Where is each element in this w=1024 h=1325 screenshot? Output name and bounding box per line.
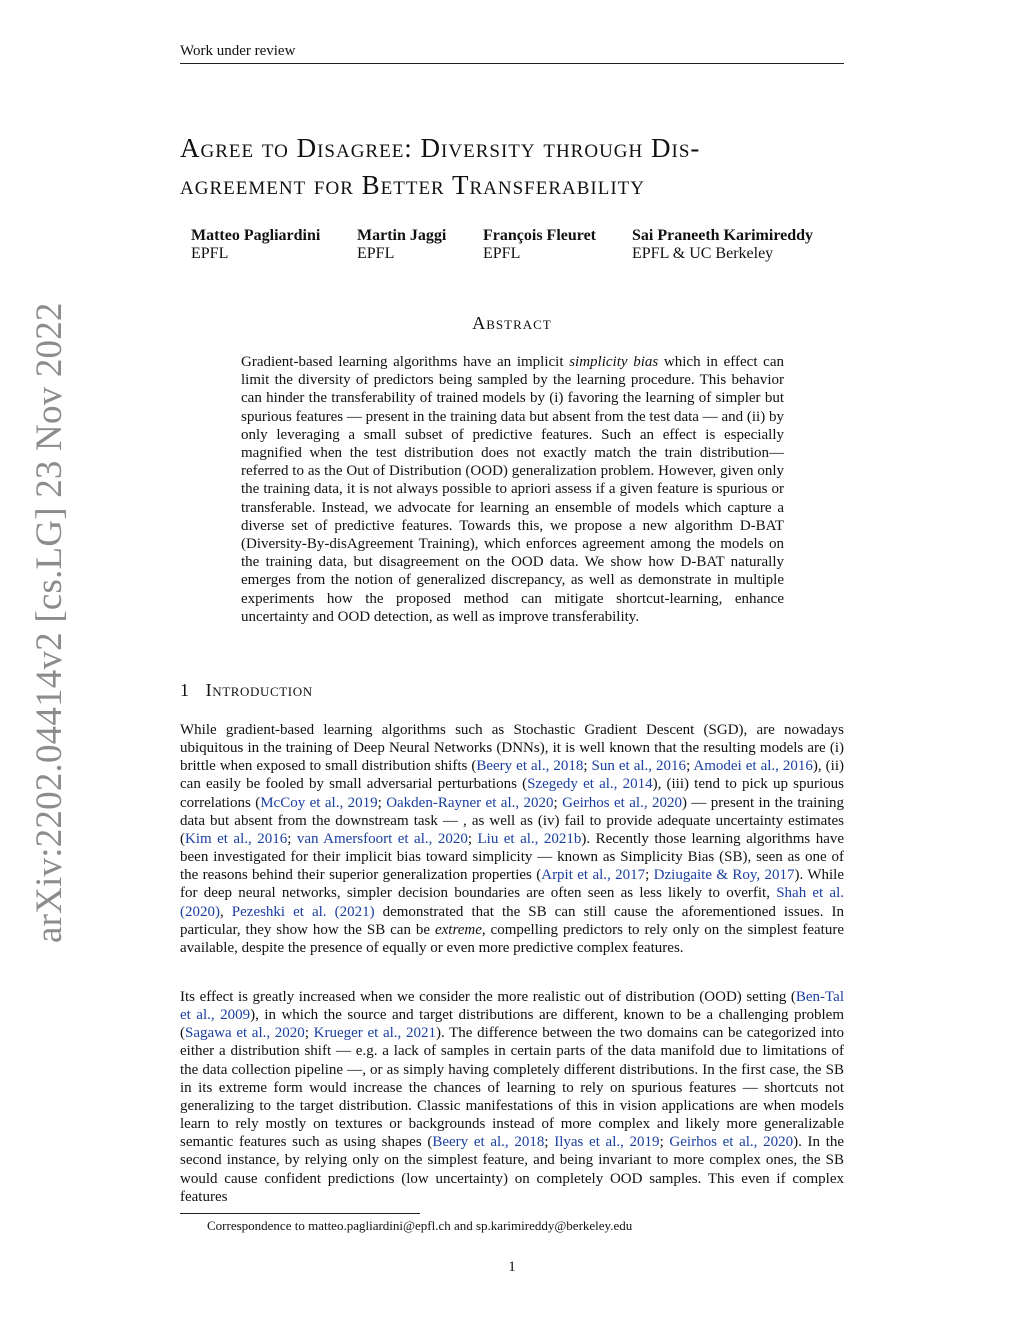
citation-link[interactable]: Arpit et al., 2017 (541, 867, 646, 884)
arxiv-stamp: arXiv:2202.04414v2 [cs.LG] 23 Nov 2022 (29, 302, 70, 943)
citation-link[interactable]: Amodei et al., 2016 (693, 758, 813, 775)
citation-link[interactable]: Sagawa et al., 2020 (185, 1025, 305, 1042)
footnote: Correspondence to matteo.pagliardini@epfl.ch and sp.karimireddy@berkeley.edu (207, 1218, 633, 1233)
citation-link[interactable]: Beery et al., 2018 (432, 1134, 545, 1151)
citation-link[interactable]: McCoy et al., 2019 (260, 794, 378, 811)
citation-link[interactable]: Geirhos et al., 2020 (669, 1134, 794, 1151)
citation-link[interactable]: Dziugaite & Roy, 2017 (653, 867, 795, 884)
page-number: 1 (508, 1259, 516, 1275)
citation-link[interactable]: Ilyas et al., 2019 (554, 1134, 660, 1151)
running-header: Work under review (180, 43, 844, 64)
citation-link[interactable]: Oakden-Rayner et al., 2020 (386, 794, 554, 811)
author-4 (632, 227, 813, 263)
citation-link[interactable]: Szegedy et al., 2014 (527, 776, 653, 793)
author-block (0, 227, 1024, 267)
author-3 (483, 227, 596, 263)
paper-title (180, 130, 860, 204)
title-line-1: Agree to Disagree: Diversity through Dis- (180, 133, 701, 163)
author-name: Sai Praneeth Karimireddy (632, 227, 814, 244)
abstract-emphasis: simplicity bias (569, 354, 659, 370)
author-name: Matteo Pagliardini (191, 227, 321, 244)
author-1 (191, 227, 320, 263)
author-name: François Fleuret (483, 227, 597, 244)
author-affiliation: EPFL & UC Berkeley (632, 245, 774, 262)
citation-link[interactable]: Sun et al., 2016 (591, 758, 687, 775)
citation-link[interactable]: Geirhos et al., 2020 (562, 794, 682, 811)
author-affiliation: EPFL (483, 245, 521, 262)
citation-link[interactable]: Pezeshki et al. (2021) (231, 903, 375, 920)
section-number: 1 (180, 680, 190, 700)
intro-paragraph-1: While gradient-based learning algorithms such as Stochastic Gradient Descent (SGD), are nowadays ubiquitous in the training of Deep Neural Networks (DNNs), it is well known that the resulting models are (i) brittle when exposed to small distribution shifts (Beery et al., 2018; Sun et al., 2016; Amodei et al., 2016), (ii) can easily be fooled by small adversarial perturbations (Szegedy et al., 2014), (iii) tend to pick up spurious correlations (McCoy et al., 2019; Oakden-Rayner et al., 2020; Geirhos et al., 2020) — present in the training data but absent from the downstream task — , as well as (iv) fail to provide adequate uncertainty estimates (Kim et al., 2016; van Amersfoort et al., 2020; Liu et al., 2021b). Recently those learning algorithms have been investigated for their implicit bias toward simplicity — known as Simplicity Bias (SB), seen as one of the reasons behind their superior generalization properties (Arpit et al., 2017; Dziugaite & Roy, 2017). While for deep neural networks, simpler decision boundaries are often seen as less likely to overfit, Shah et al. (2020), Pezeshki et al. (2021) demonstrated that the SB can still cause the aforementioned issues. In particular, they show how the SB can be extreme, compelling predictors to rely only on the simplest feature available, despite the presence of equally or even more predictive complex features. (180, 722, 845, 956)
author-name: Martin Jaggi (357, 227, 447, 244)
footnote-rule (180, 1213, 420, 1214)
title-line-2: agreement for Better Transferability (180, 170, 645, 200)
section-title: Introduction (205, 680, 313, 700)
abstract-text: Gradient-based learning algorithms have an implicit simplicity bias which in effect can limit the diversity of predictors being sampled by the learning procedure. This behavior can hinder the transferability of trained models by (i) favoring the learning of simpler but spurious features — present in the training data but absent from the test data — and (ii) by only leveraging a small subset of predictive features. Such an effect is especially magnified when the test distribution does not exactly match the train distribution—referred to as the Out of Distribution (OOD) generalization problem. However, given only the training data, it is not always possible to apriori assess if a given feature is spurious or transferable. Instead, we advocate for learning an ensemble of models which capture a diverse set of predictive features. Towards this, we propose a new algorithm D-BAT (Diversity-By-disAgreement Training), which enforces agreement among the models on the training data, but disagreement on the OOD data. We show how D-BAT naturally emerges from the notion of generalized discrepancy, as well as demonstrate in multiple experiments how the proposed method can mitigate shortcut-learning, enhance uncertainty and OOD detection, as well as improve transferability. (241, 354, 784, 625)
author-affiliation: EPFL (191, 245, 229, 262)
citation-link[interactable]: Liu et al., 2021b (477, 830, 582, 847)
citation-link[interactable]: Krueger et al., 2021 (313, 1025, 436, 1042)
citation-link[interactable]: Kim et al., 2016 (185, 830, 288, 847)
citation-link[interactable]: van Amersfoort et al., 2020 (296, 830, 468, 847)
author-affiliation: EPFL (357, 245, 395, 262)
abstract-heading: Abstract (472, 313, 552, 333)
citation-link[interactable]: Shah et al. (2020) (180, 885, 844, 920)
citation-link[interactable]: Beery et al., 2018 (476, 758, 584, 775)
emphasis-extreme: extreme (434, 921, 482, 938)
author-2 (357, 227, 446, 263)
section-heading-introduction (180, 680, 313, 701)
citation-link[interactable]: Ben-Tal et al., 2009 (180, 989, 844, 1024)
intro-paragraph-2: Its effect is greatly increased when we consider the more realistic out of distribution (OOD) setting (Ben-Tal et al., 2009), in which the source and target distributions are different, known to be a challenging problem (Sagawa et al., 2020; Krueger et al., 2021). The difference between the two domains can be categorized into either a distribution shift — e.g. a lack of samples in certain parts of the data manifold due to limitations of the data collection pipeline —, or as simply having completely different distributions. In the first case, the SB in its extreme form would increase the chances of learning to rely on spurious features — shortcuts not generalizing to the target distribution. Classic manifestations of this in vision applications are when models learn to rely mostly on textures or backgrounds instead of more complex and likely more generalizable semantic features such as using shapes (Beery et al., 2018; Ilyas et al., 2019; Geirhos et al., 2020). In the second instance, by relying only on the simplest feature, and being invariant to more complex ones, the SB would cause confident predictions (low uncertainty) on completely OOD samples. This even if complex features (180, 989, 845, 1205)
